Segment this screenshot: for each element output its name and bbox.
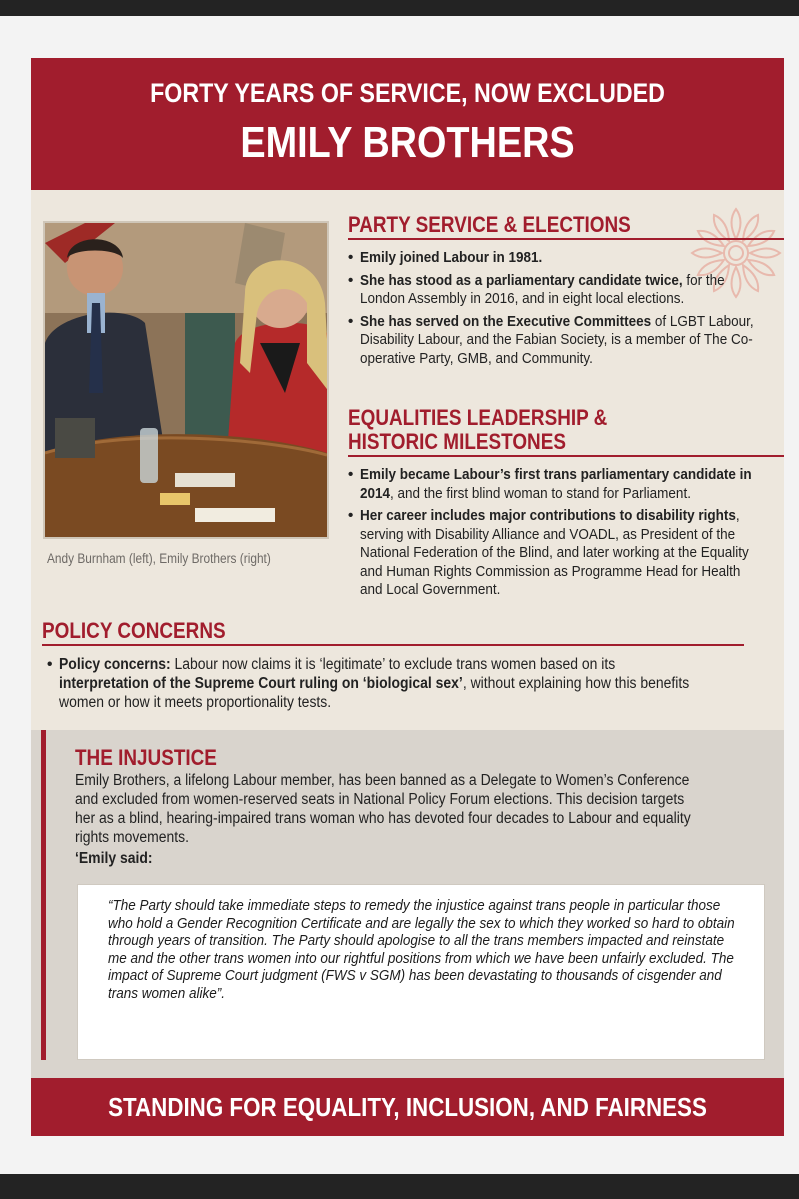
injustice-panel [31,730,784,1078]
footer-banner [31,1078,784,1136]
injustice-title: THE INJUSTICE [75,745,217,770]
party-service-rule [348,238,784,240]
equalities-list [348,466,784,604]
policy-list [47,655,767,716]
quote-text: “The Party should take immediate steps to remedy the injustice against trans people in particular those who hold a Gender Recognition Certificate and are legally the sex to which they worked so hard to obtain through years of transition. The Party should apologise to all the trans members impacted and reinstate me and the other trans women into our rightful positions from which we have been unfairly excluded. The impact of Supreme Court judgment (FWS v SGM) has been devastating to thousands of cisgender and trans women alike”. [108,897,735,1002]
list-item: • She has served on the Executive Committees of LGBT Labour, Disability Labour, and the Fabian Society, is a member of The Co-operative Party, GMB, and Community. [348,313,784,369]
policy-title: POLICY CONCERNS [42,618,226,643]
bottom-frame-bar [0,1174,799,1199]
header-name: EMILY BROTHERS [240,118,575,167]
leaflet-card [31,58,784,1136]
equalities-title-line1: EQUALITIES LEADERSHIP & [348,405,608,430]
injustice-text: Emily Brothers, a lifelong Labour member, has been banned as a Delegate to Women’s Conference and excluded from women-reserved seats in National Policy Forum elections. This decision targets her as a blind, hearing-impaired trans woman who has devoted four decades to Labour and equality rights movements. [75,772,691,846]
policy-rule [42,644,744,646]
top-frame-bar [0,0,799,16]
equalities-rule [348,455,784,457]
equalities-title-line2: HISTORIC MILESTONES [348,429,566,454]
injustice-said-label: ‘Emily said: [75,850,153,867]
photo-burnham-brothers [43,221,329,539]
list-item: • Emily joined Labour in 1981. [348,249,784,268]
party-service-title: PARTY SERVICE & ELECTIONS [348,212,631,237]
list-item: • Policy concerns: Labour now claims it is ‘legitimate’ to exclude trans women based on its interpretation of the Supreme Court ruling on ‘biological sex’, without explaining how this benefits women or how it meets proportionality tests. [47,655,767,712]
list-item: • Her career includes major contributions to disability rights, serving with Disability Alliance and VOADL, as President of the National Federation of the Blind, and later working at the Equality and Human Rights Commission as Programme Head for Health and Local Government. [348,507,784,600]
list-item: • She has stood as a parliamentary candidate twice, for the London Assembly in 2016, and in eight local elections. [348,272,784,309]
injustice-accent-bar [41,730,46,1060]
header-kicker: FORTY YEARS OF SERVICE, NOW EXCLUDED [150,78,665,108]
footer-text: STANDING FOR EQUALITY, INCLUSION, AND FAIRNESS [108,1092,707,1122]
photo-illustration [45,223,327,537]
photo-caption: Andy Burnham (left), Emily Brothers (right) [47,551,271,566]
header-banner [31,58,784,190]
quote-box [77,884,765,1060]
party-service-list [348,249,784,372]
list-item: • Emily became Labour’s first trans parliamentary candidate in 2014, and the first blind woman to stand for Parliament. [348,466,784,503]
